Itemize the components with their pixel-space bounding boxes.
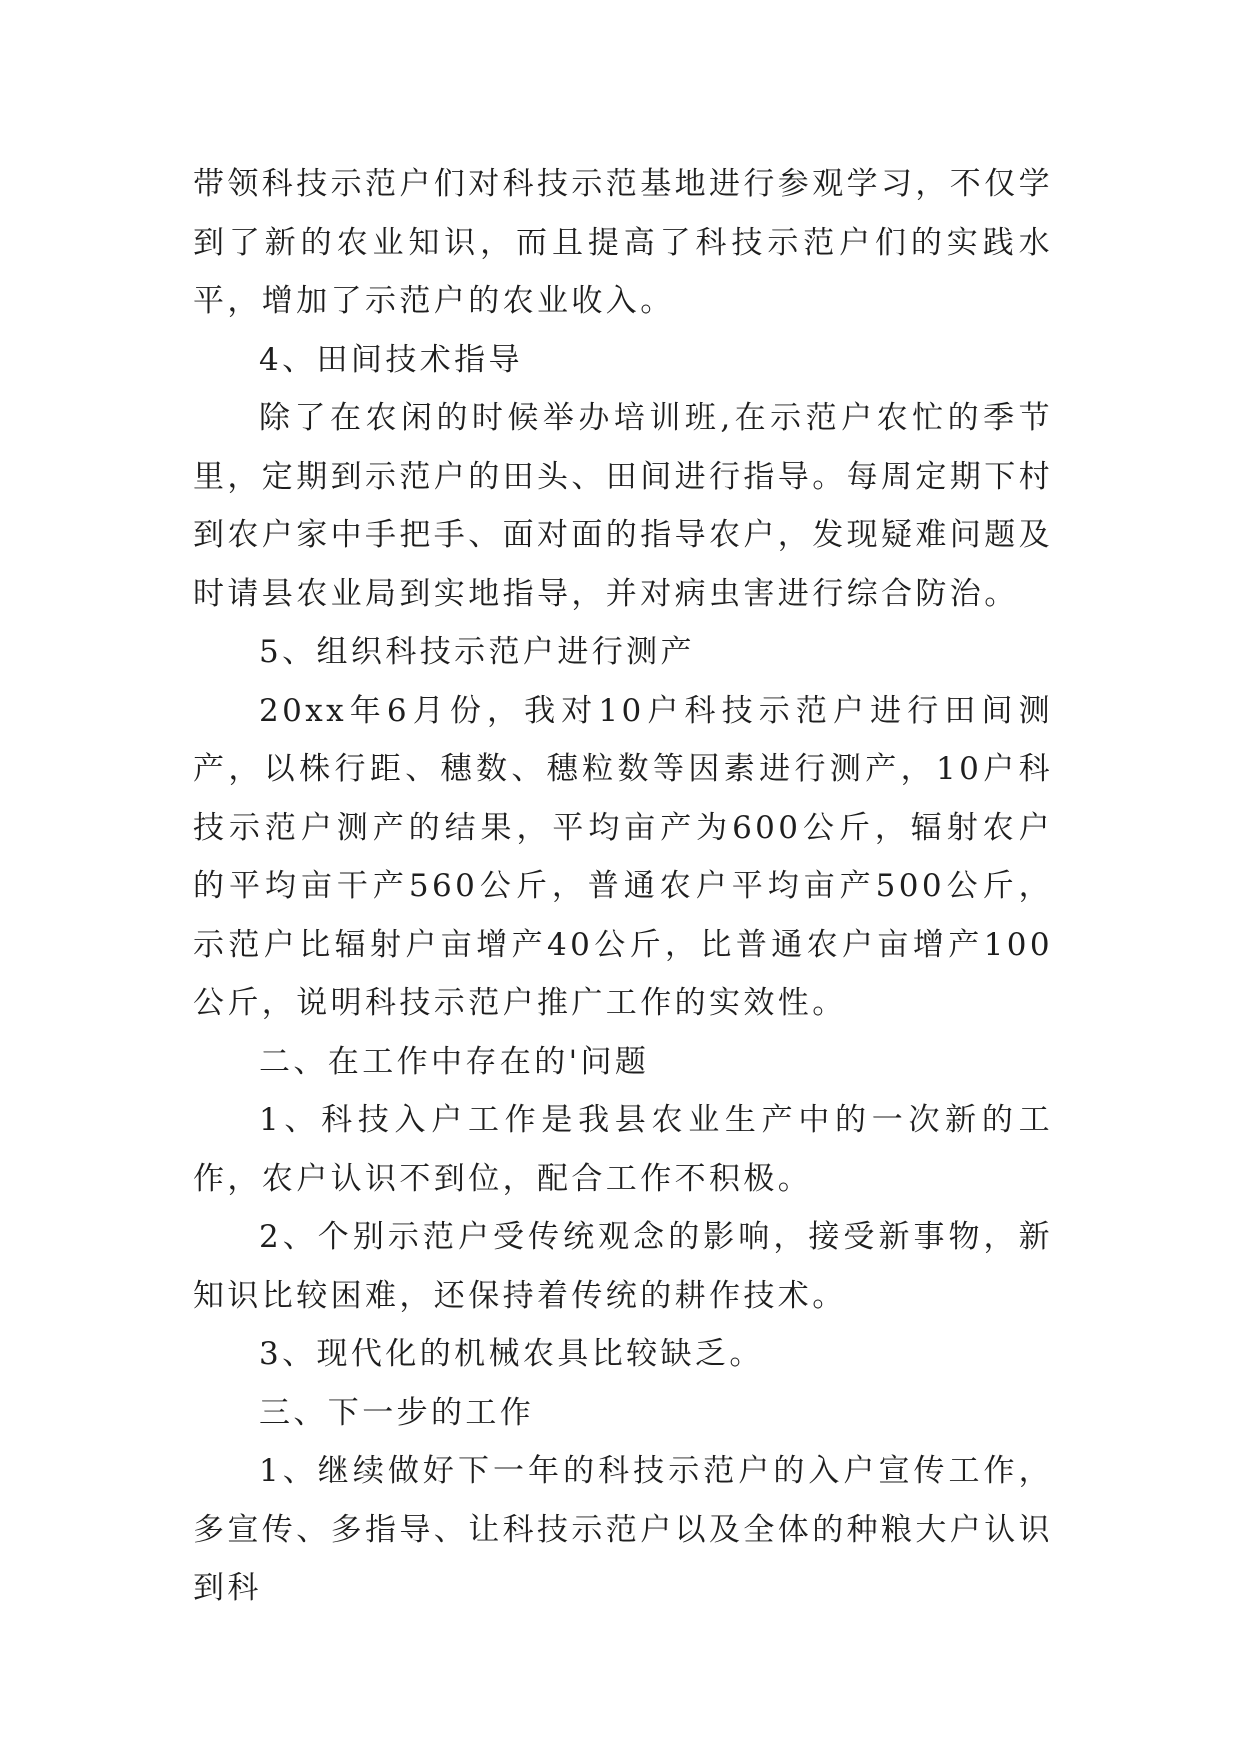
paragraph-yield-measurement: 20xx年6月份，我对10户科技示范户进行田间测产，以株行距、穗数、穗粒数等因素进行测产，10户科技示范户测产的结果，平均亩产为600公斤，辐射农户的平均亩干产560公斤，普通农户平均亩产500公斤，示范户比辐射户亩增产40公斤，比普通农户亩增产100公斤，说明科技示范户推广工作的实效性。 [193,692,1053,1021]
section-heading-yield-measurement: 5、组织科技示范户进行测产 [259,634,695,670]
paragraph-problem-2: 2、个别示范户受传统观念的影响，接受新事物，新知识比较困难，还保持着传统的耕作技术。 [193,1219,1053,1314]
section-heading-next-steps: 三、下一步的工作 [259,1394,535,1431]
section-heading-problems: 二、在工作中存在的'问题 [259,1043,650,1080]
paragraph-problem-1: 1、科技入户工作是我县农业生产中的一次新的工作，农户认识不到位，配合工作不积极。 [193,1102,1053,1197]
paragraph-field-guidance: 除了在农闲的时候举办培训班,在示范户农忙的季节里，定期到示范户的田头、田间进行指导。每周定期下村到农户家中手把手、面对面的指导农户，发现疑难问题及时请县农业局到实地指导，并对病虫害进行综合防治。 [193,400,1053,612]
document-page [193,155,1053,1618]
paragraph-problem-3: 3、现代化的机械农具比较缺乏。 [259,1336,764,1372]
section-heading-field-guidance: 4、田间技术指导 [259,341,523,378]
paragraph-next-step-1: 1、继续做好下一年的科技示范户的入户宣传工作，多宣传、多指导、让科技示范户以及全体的种粮大户认识到科 [193,1453,1053,1606]
paragraph-continuation: 带领科技示范户们对科技示范基地进行参观学习，不仅学到了新的农业知识，而且提高了科技示范户们的实践水平，增加了示范户的农业收入。 [193,166,1053,319]
